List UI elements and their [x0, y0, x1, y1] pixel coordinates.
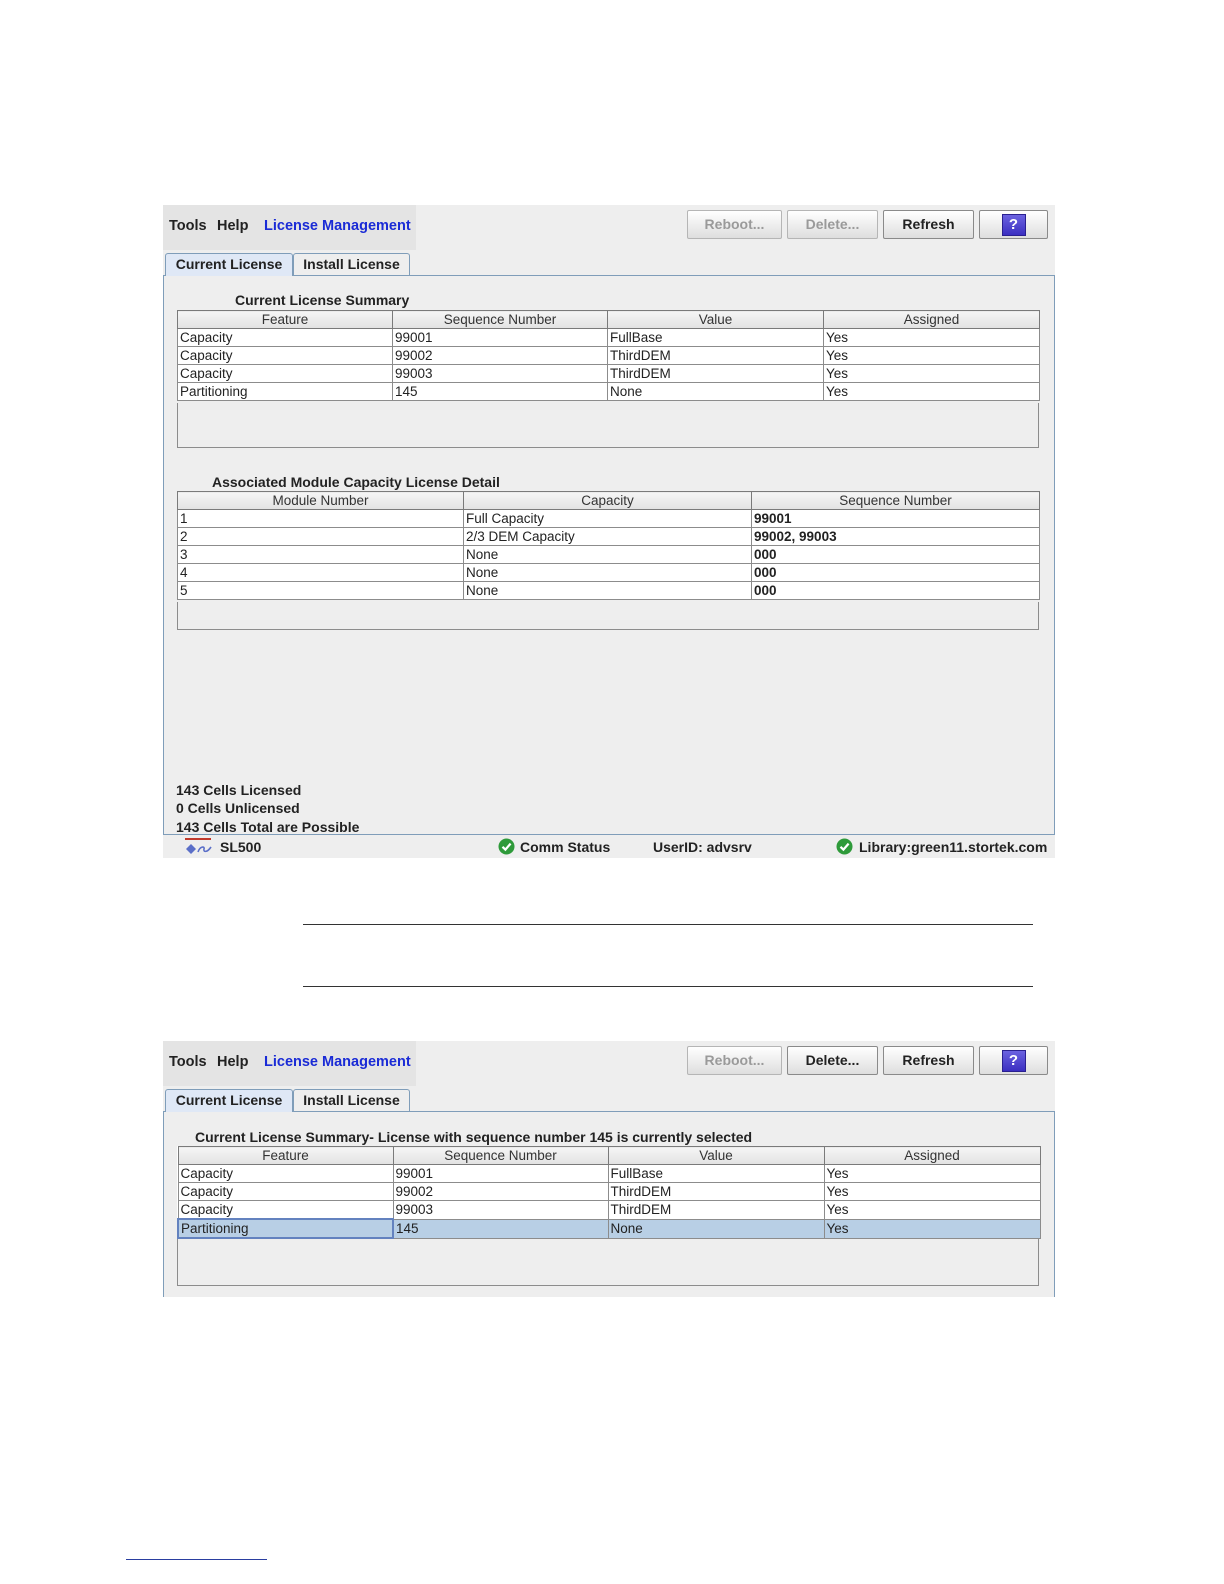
user-id-label: UserID: advsrv	[653, 839, 752, 855]
menu-bar	[163, 205, 1055, 250]
cell-sequence-number: 99003	[393, 1201, 608, 1220]
summary-table	[177, 1146, 1041, 1239]
summary-table-empty-area	[177, 1239, 1039, 1286]
cell-capacity: 2/3 DEM Capacity	[464, 528, 752, 546]
menu-tools[interactable]: Tools	[169, 1054, 207, 1070]
cell-value: FullBase	[608, 329, 824, 347]
cell-sequence-number: 000	[752, 564, 1040, 582]
table-row[interactable]	[178, 347, 1040, 365]
table-row[interactable]	[178, 365, 1040, 383]
cell-value: ThirdDEM	[608, 1201, 824, 1220]
cell-value: None	[608, 383, 824, 401]
cell-value: FullBase	[608, 1165, 824, 1183]
cell-sequence-number: 99002	[393, 1183, 608, 1201]
table-row-selected[interactable]	[178, 1219, 1040, 1238]
license-screen-overview	[163, 205, 1055, 858]
cell-assigned: Yes	[824, 1219, 1040, 1238]
refresh-button[interactable]: Refresh	[883, 1046, 974, 1075]
column-header-capacity[interactable]: Capacity	[464, 492, 752, 510]
summary-table	[177, 310, 1040, 401]
cells-unlicensed-text: 0 Cells Unlicensed	[176, 800, 300, 817]
cell-assigned: Yes	[824, 383, 1040, 401]
cell-value: ThirdDEM	[608, 347, 824, 365]
cell-sequence-number: 99002, 99003	[752, 528, 1040, 546]
cell-sequence-number: 145	[393, 383, 608, 401]
cell-sequence-number: 000	[752, 582, 1040, 600]
status-bar	[163, 835, 1055, 858]
table-row[interactable]	[178, 564, 1040, 582]
cell-feature: Partitioning	[178, 383, 393, 401]
cell-sequence-number: 99001	[393, 1165, 608, 1183]
library-status-ok-icon	[836, 838, 853, 855]
tab-current-license[interactable]: Current License	[165, 253, 293, 276]
cells-licensed-text: 143 Cells Licensed	[176, 782, 302, 798]
cell-feature: Capacity	[178, 1183, 393, 1201]
menu-license-management[interactable]: License Management	[264, 1054, 411, 1070]
footnote-rule	[126, 1559, 267, 1560]
sun-logo-icon	[181, 838, 215, 856]
cells-total-text: 143 Cells Total are Possible	[176, 818, 360, 835]
cell-module-number: 2	[178, 528, 464, 546]
summary-header-row	[178, 311, 1040, 329]
column-header-assigned[interactable]: Assigned	[824, 311, 1040, 329]
column-header-assigned[interactable]: Assigned	[824, 1147, 1040, 1165]
cell-capacity: Full Capacity	[464, 510, 752, 528]
cell-capacity: None	[464, 564, 752, 582]
cell-assigned: Yes	[824, 365, 1040, 383]
menu-license-management[interactable]: License Management	[264, 218, 411, 234]
table-row[interactable]	[178, 1183, 1040, 1201]
summary-title: Current License Summary- License with sequence number 145 is currently selected	[195, 1129, 753, 1145]
menu-bar	[163, 1041, 1055, 1086]
cell-value: None	[608, 1219, 824, 1238]
cell-sequence-number: 99002	[393, 347, 608, 365]
column-header-sequence-number[interactable]: Sequence Number	[393, 311, 608, 329]
delete-button[interactable]: Delete...	[787, 210, 878, 239]
delete-button[interactable]: Delete...	[787, 1046, 878, 1075]
table-row[interactable]	[178, 329, 1040, 347]
table-row[interactable]	[178, 1165, 1040, 1183]
help-button[interactable]	[979, 210, 1048, 239]
library-name-label: Library:green11.stortek.com	[859, 839, 1048, 855]
column-header-feature[interactable]: Feature	[178, 1147, 393, 1165]
tab-current-license[interactable]: Current License	[165, 1089, 293, 1112]
summary-title: Current License Summary	[235, 292, 410, 308]
table-row[interactable]	[178, 582, 1040, 600]
cell-assigned: Yes	[824, 1201, 1040, 1220]
module-table-empty-area	[177, 602, 1039, 630]
license-screen-selected	[163, 1041, 1055, 1297]
module-capacity-table	[177, 491, 1040, 600]
column-header-feature[interactable]: Feature	[178, 311, 393, 329]
cell-module-number: 4	[178, 564, 464, 582]
current-license-panel	[163, 1111, 1055, 1297]
menu-help[interactable]: Help	[217, 218, 249, 234]
menu-tools[interactable]: Tools	[169, 218, 207, 234]
table-row[interactable]	[178, 510, 1040, 528]
help-icon: ?	[1002, 1050, 1026, 1072]
cell-sequence-number: 99001	[393, 329, 608, 347]
cell-feature: Partitioning	[178, 1219, 393, 1238]
cell-module-number: 3	[178, 546, 464, 564]
menu-help[interactable]: Help	[217, 1054, 249, 1070]
cell-sequence-number: 145	[393, 1219, 608, 1238]
cell-feature: Capacity	[178, 347, 393, 365]
cell-assigned: Yes	[824, 1165, 1040, 1183]
cell-sequence-number: 99001	[752, 510, 1040, 528]
column-header-value[interactable]: Value	[608, 1147, 824, 1165]
cell-feature: Capacity	[178, 1165, 393, 1183]
cell-sequence-number: 000	[752, 546, 1040, 564]
cell-value: ThirdDEM	[608, 1183, 824, 1201]
column-header-module-number[interactable]: Module Number	[178, 492, 464, 510]
cell-capacity: None	[464, 582, 752, 600]
table-row[interactable]	[178, 383, 1040, 401]
cell-module-number: 5	[178, 582, 464, 600]
reboot-button[interactable]: Reboot...	[687, 1046, 782, 1075]
help-button[interactable]	[979, 1046, 1048, 1075]
cell-feature: Capacity	[178, 329, 393, 347]
cell-value: ThirdDEM	[608, 365, 824, 383]
summary-table-empty-area	[177, 403, 1039, 448]
module-header-row	[178, 492, 1040, 510]
cell-count-summary	[176, 781, 359, 836]
separator-rule-top	[303, 924, 1033, 925]
current-license-panel	[163, 275, 1055, 835]
module-detail-title: Associated Module Capacity License Detail	[212, 474, 500, 490]
comm-status-label[interactable]: Comm Status	[520, 839, 611, 855]
separator-rule-bottom	[303, 986, 1033, 987]
summary-header-row	[178, 1147, 1040, 1165]
column-header-module-sequence-number[interactable]: Sequence Number	[752, 492, 1040, 510]
column-header-sequence-number[interactable]: Sequence Number	[393, 1147, 608, 1165]
cell-assigned: Yes	[824, 329, 1040, 347]
reboot-button[interactable]: Reboot...	[687, 210, 782, 239]
cell-assigned: Yes	[824, 347, 1040, 365]
column-header-value[interactable]: Value	[608, 311, 824, 329]
table-row[interactable]	[178, 528, 1040, 546]
cell-sequence-number: 99003	[393, 365, 608, 383]
product-name: SL500	[220, 839, 262, 855]
comm-status-ok-icon	[498, 838, 515, 855]
refresh-button[interactable]: Refresh	[883, 210, 974, 239]
cell-assigned: Yes	[824, 1183, 1040, 1201]
cell-module-number: 1	[178, 510, 464, 528]
help-icon: ?	[1002, 214, 1026, 236]
tab-install-license[interactable]: Install License	[293, 253, 410, 275]
table-row[interactable]	[178, 1201, 1040, 1220]
table-row[interactable]	[178, 546, 1040, 564]
cell-capacity: None	[464, 546, 752, 564]
cell-feature: Capacity	[178, 365, 393, 383]
tab-install-license[interactable]: Install License	[293, 1089, 410, 1111]
cell-feature: Capacity	[178, 1201, 393, 1220]
